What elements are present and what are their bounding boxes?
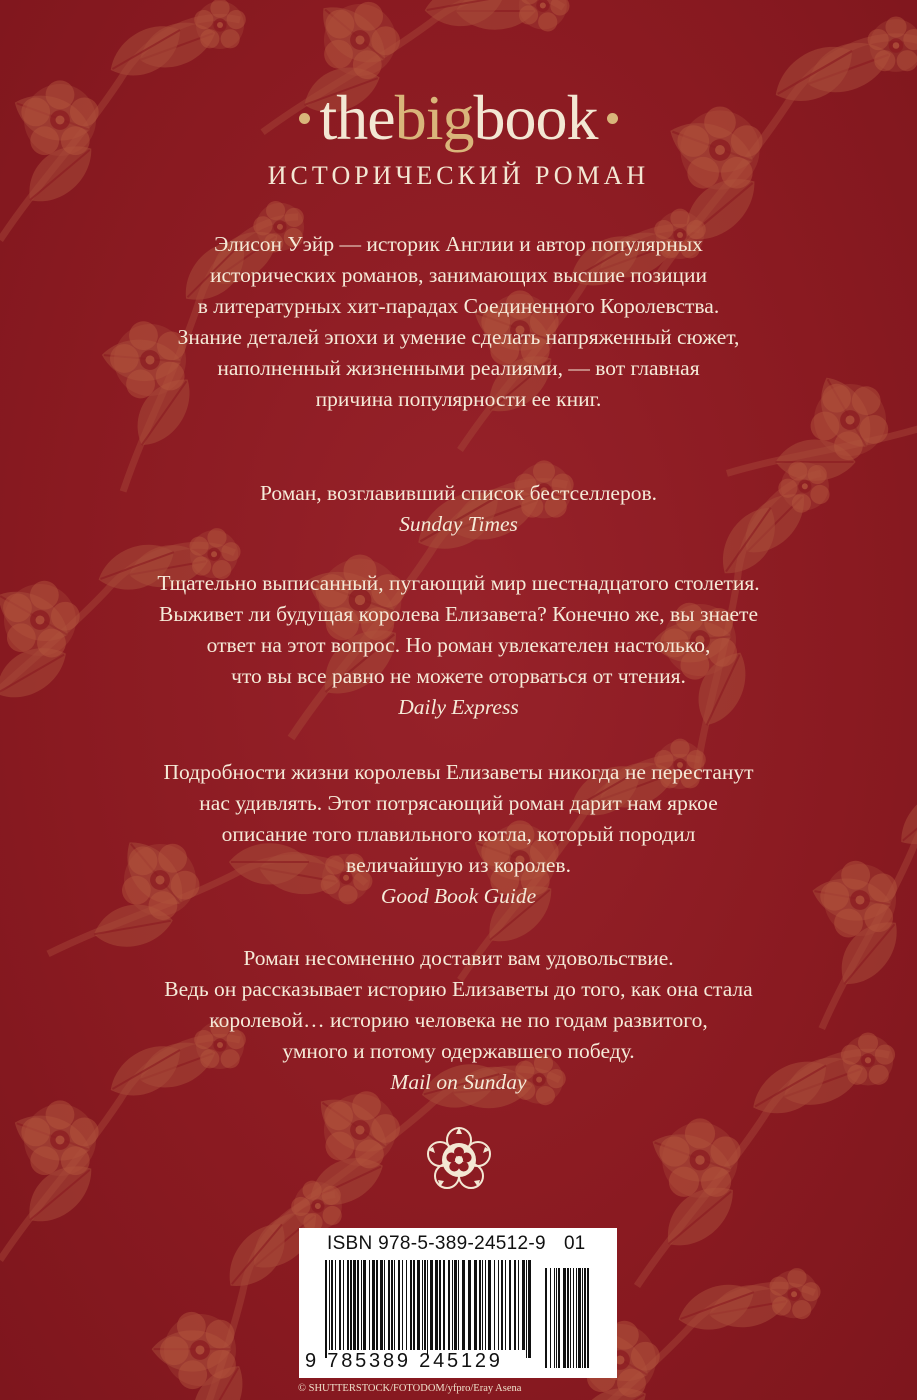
barcode-bar — [384, 1260, 385, 1350]
barcode-bar — [361, 1260, 362, 1350]
barcode-bar — [479, 1260, 481, 1350]
barcode-bar — [331, 1260, 333, 1350]
barcode-bar — [406, 1260, 407, 1350]
barcode-bar — [573, 1268, 574, 1368]
isbn-addon: 01 — [564, 1233, 586, 1254]
barcode-bar — [563, 1268, 566, 1368]
barcode-bar — [505, 1260, 506, 1350]
barcode-bar — [494, 1260, 495, 1350]
quote-line: умного и потому одержавшего победу. — [282, 1039, 635, 1063]
text-line: наполненный жизненными реалиями, — вот главная — [217, 356, 700, 380]
barcode-bar — [394, 1260, 395, 1350]
isbn-label: ISBN 978-5-389-24512-9 — [327, 1233, 546, 1254]
quote-source: Mail on Sunday — [390, 1070, 527, 1094]
barcode-bar — [343, 1260, 344, 1350]
quote-source: Daily Express — [398, 695, 519, 719]
logo-dot-left — [299, 113, 310, 124]
tudor-rose-icon — [424, 1125, 494, 1195]
barcode-bar — [518, 1260, 519, 1350]
barcode-bar — [439, 1260, 441, 1350]
review-quote-good-book-guide — [60, 757, 857, 912]
barcode-bar — [380, 1260, 383, 1350]
barcode-bar — [325, 1260, 327, 1358]
barcode-bar — [458, 1260, 459, 1350]
barcode-bar — [413, 1260, 415, 1350]
review-quote-sunday-times — [60, 478, 857, 540]
barcode-bar — [567, 1268, 569, 1368]
barcode-bar — [350, 1260, 352, 1350]
quote-line: описание того плавильного котла, который породил — [221, 822, 696, 846]
barcode-bar — [422, 1260, 423, 1350]
barcode-bar — [402, 1260, 403, 1350]
quote-line: что вы все равно не можете оторваться от чтения. — [231, 664, 686, 688]
series-title: ИСТОРИЧЕСКИЙ РОМАН — [267, 161, 650, 190]
barcode-bar — [454, 1260, 457, 1350]
barcode-bar — [443, 1260, 445, 1350]
barcode-bar — [353, 1260, 356, 1350]
barcode-bar — [514, 1260, 516, 1350]
logo-big: big — [394, 82, 474, 153]
barcode-bar — [554, 1268, 555, 1368]
text-line: Знание деталей эпохи и умение сделать напряженный сюжет, — [177, 325, 740, 349]
logo-book: book — [473, 82, 598, 153]
barcode-bar — [448, 1260, 450, 1350]
ean-digits: 9 785389 245129 — [305, 1350, 503, 1372]
quote-source: Sunday Times — [399, 512, 518, 536]
quote-source: Good Book Guide — [380, 884, 537, 908]
logo-dot-right — [607, 113, 618, 124]
quote-line: ответ на этот вопрос. Но роман увлекателен настолько, — [206, 633, 711, 657]
barcode-bar — [357, 1260, 359, 1350]
barcode-bar — [482, 1260, 483, 1350]
barcode-bar — [509, 1260, 511, 1350]
barcode-bar — [584, 1268, 586, 1368]
barcode-bar — [410, 1260, 412, 1350]
barcode-bar — [363, 1260, 366, 1350]
barcode-bar — [522, 1260, 525, 1350]
barcode-bar — [376, 1260, 378, 1350]
review-quote-daily-express — [60, 568, 857, 723]
review-quote-mail-on-sunday — [60, 943, 857, 1098]
quote-line: Тщательно выписанный, пугающий мир шестнадцатого столетия. — [157, 571, 760, 595]
barcode-bar — [468, 1260, 471, 1350]
barcode-bar — [587, 1268, 589, 1368]
text-line: в литературных хит-парадах Соединенного Королевства. — [197, 294, 720, 318]
barcode-bar — [474, 1260, 477, 1350]
barcode-bar — [582, 1268, 583, 1368]
barcode-bar — [576, 1268, 577, 1368]
quote-line: Роман несомненно доставит вам удовольствие. — [243, 946, 674, 970]
barcode-bar — [545, 1268, 547, 1368]
barcode-bar — [424, 1260, 426, 1350]
image-credit: © SHUTTERSTOCK/FOTODOM/yfpro/Eray Asena — [298, 1383, 522, 1394]
quote-line: королевой… историю человека не по годам развитого, — [209, 1008, 708, 1032]
barcode-bar — [452, 1260, 453, 1350]
author-description — [60, 229, 857, 415]
barcode-bar — [347, 1260, 349, 1350]
text-line: Элисон Уэйр — историк Англии и автор популярных — [214, 232, 703, 256]
isbn-barcode — [299, 1228, 617, 1378]
barcode-bar — [427, 1260, 428, 1358]
barcode-bar — [528, 1260, 531, 1358]
text-line: исторических романов, занимающих высшие позиции — [209, 263, 708, 287]
barcode-bar — [339, 1260, 341, 1350]
barcode-bar — [398, 1260, 400, 1350]
barcode-bar — [578, 1268, 581, 1368]
logo-the: the — [319, 82, 395, 153]
quote-line: Подробности жизни королевы Елизаветы никогда не перестанут — [163, 760, 754, 784]
barcode-bar — [558, 1268, 560, 1368]
barcode-bar — [435, 1260, 438, 1350]
barcode-bar — [501, 1260, 503, 1350]
quote-line: нас удивлять. Этот потрясающий роман дарит нам яркое — [199, 791, 718, 815]
barcode-bar — [462, 1260, 465, 1350]
barcode-bar — [488, 1260, 491, 1350]
series-logo — [0, 78, 917, 158]
barcode-bar — [417, 1260, 420, 1350]
barcode-bar — [570, 1268, 571, 1368]
barcode-bar — [556, 1268, 557, 1368]
text-line: причина популярности ее книг. — [315, 387, 602, 411]
barcode-bar — [329, 1260, 330, 1350]
quote-line: величайшую из королев. — [346, 853, 571, 877]
barcode-bar — [372, 1260, 375, 1350]
barcode-bar — [335, 1260, 336, 1350]
quote-line: Выживет ли будущая королева Елизавета? Конечно же, вы знаете — [159, 602, 758, 626]
barcode-bar — [430, 1260, 433, 1350]
barcode-bar — [485, 1260, 486, 1350]
barcode-bar — [369, 1260, 370, 1350]
barcode-bar — [388, 1260, 390, 1350]
barcode-bar — [391, 1260, 393, 1350]
barcode-bar — [526, 1260, 527, 1358]
barcode-bar — [550, 1268, 551, 1368]
quote-line: Ведь он рассказывает историю Елизаветы до того, как она стала — [164, 977, 753, 1001]
barcode-bar — [498, 1260, 499, 1350]
quote-line: Роман, возглавивший список бестселлеров. — [260, 481, 657, 505]
